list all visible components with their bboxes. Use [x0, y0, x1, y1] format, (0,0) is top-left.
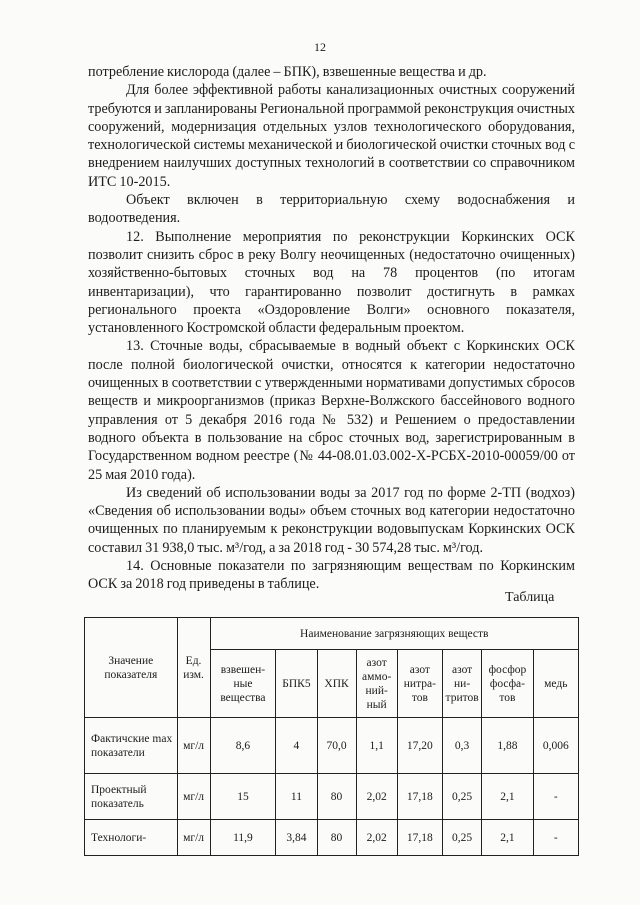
table-cell: 4 — [276, 718, 317, 774]
paragraph: Объект включен в территориальную схему водоснабжения и водоотведения. — [88, 192, 575, 227]
row-label: Проектный показатель — [85, 774, 178, 820]
row-unit: мг/л — [177, 820, 210, 856]
table-cell: 17,18 — [397, 774, 442, 820]
table-cell: 8,6 — [210, 718, 276, 774]
header-substance: азот ни-тритов — [443, 650, 482, 718]
table-cell: 15 — [210, 774, 276, 820]
table-cell: 2,02 — [356, 820, 397, 856]
paragraph: 14. Основные показатели по загрязняющим веществам по Коркинским ОСК за 2018 год приведены в таблице. — [88, 558, 575, 593]
table-cell: 17,18 — [397, 820, 442, 856]
header-value: Значение показателя — [85, 618, 178, 718]
paragraph: 13. Сточные воды, сбрасываемые в водный объект с Коркинских ОСК после полной биологической очистки, относятся к категории недостаточно очищенных в соответствии с утвержденными нормативами допустимых сбросов веществ и микроорганизмов (приказ Верхне-Волжского бассейнового водного управления от 5 декабря 2016 года № 532) и Решением о предоставлении водного объекта в пользование на сброс сточных вод, зарегистрированным в Государственном водном реестре (№ 44-08.01.03.002-Х-РСБХ-2010-00059/00 от 25 мая 2010 года). — [88, 338, 575, 483]
table-cell: 1,1 — [356, 718, 397, 774]
header-substance: ХПК — [317, 650, 356, 718]
table-cell: 3,84 — [276, 820, 317, 856]
page-number: 12 — [314, 40, 326, 54]
table-cell: 11 — [276, 774, 317, 820]
header-substance: БПК5 — [276, 650, 317, 718]
paragraph: Для более эффективной работы канализационных очистных сооружений требуются и запланированы Региональной программой реконструкция очистных сооружений, модернизация отдельных узлов технологического оборудования, технологической системы механической и биологической очистки сточных вод с внедрением наилучших доступных технологий в соответствии со справочником ИТС 10-2015. — [88, 82, 575, 190]
row-unit: мг/л — [177, 718, 210, 774]
table-cell: - — [533, 820, 578, 856]
header-substance: фосфор фосфа-тов — [482, 650, 533, 718]
table-cell: 11,9 — [210, 820, 276, 856]
body-text — [88, 63, 575, 594]
table-row — [85, 718, 579, 774]
row-label: Технологи- — [85, 820, 178, 856]
header-unit: Ед. изм. — [177, 618, 210, 718]
table-row — [85, 774, 579, 820]
paragraph: Из сведений об использовании воды за 2017 год по форме 2-ТП (водхоз) «Сведения об использовании воды» объем сточных вод категории недостаточно очищенных по планируемым к реконструкции водовыпускам Коркинских ОСК составил 31 938,0 тыс. м³/год, а за 2018 год - 30 574,28 тыс. м³/год. — [88, 484, 575, 556]
row-label: Фактичские max показатели — [85, 718, 178, 774]
pollutants-table — [84, 617, 579, 856]
header-substances-group: Наименование загрязняющих веществ — [210, 618, 578, 650]
paragraph: потребление кислорода (далее – БПК), взвешенные вещества и др. — [88, 64, 487, 80]
table-row — [85, 820, 579, 856]
table-cell: 80 — [317, 774, 356, 820]
table-cell: 2,02 — [356, 774, 397, 820]
table-cell: 1,88 — [482, 718, 533, 774]
table-cell: 70,0 — [317, 718, 356, 774]
header-substance: взвешен-ные вещества — [210, 650, 276, 718]
table-cell: 0,3 — [443, 718, 482, 774]
paragraph: 12. Выполнение мероприятия по реконструкции Коркинских ОСК позволит снизить сброс в реку Волгу неочищенных (недостаточно очищенных) хозяйственно-бытовых сточных вод на 78 процентов (по итогам инвентаризации), что гарантированно позволит достигнуть в рамках регионального проекта «Оздоровление Волги» основного показателя, установленного Костромской области федеральным проектом. — [88, 228, 575, 337]
header-substance: азот нитра-тов — [397, 650, 442, 718]
table-caption: Таблица — [505, 590, 555, 605]
table-cell: 0,25 — [443, 820, 482, 856]
table-cell: 17,20 — [397, 718, 442, 774]
header-substance: азот аммо-ний-ный — [356, 650, 397, 718]
table-cell: 2,1 — [482, 820, 533, 856]
table-cell: 2,1 — [482, 774, 533, 820]
table-cell: 0,006 — [533, 718, 578, 774]
header-substance: медь — [533, 650, 578, 718]
row-unit: мг/л — [177, 774, 210, 820]
table-header-row — [85, 618, 579, 650]
table-cell: 80 — [317, 820, 356, 856]
table-cell: - — [533, 774, 578, 820]
table-cell: 0,25 — [443, 774, 482, 820]
